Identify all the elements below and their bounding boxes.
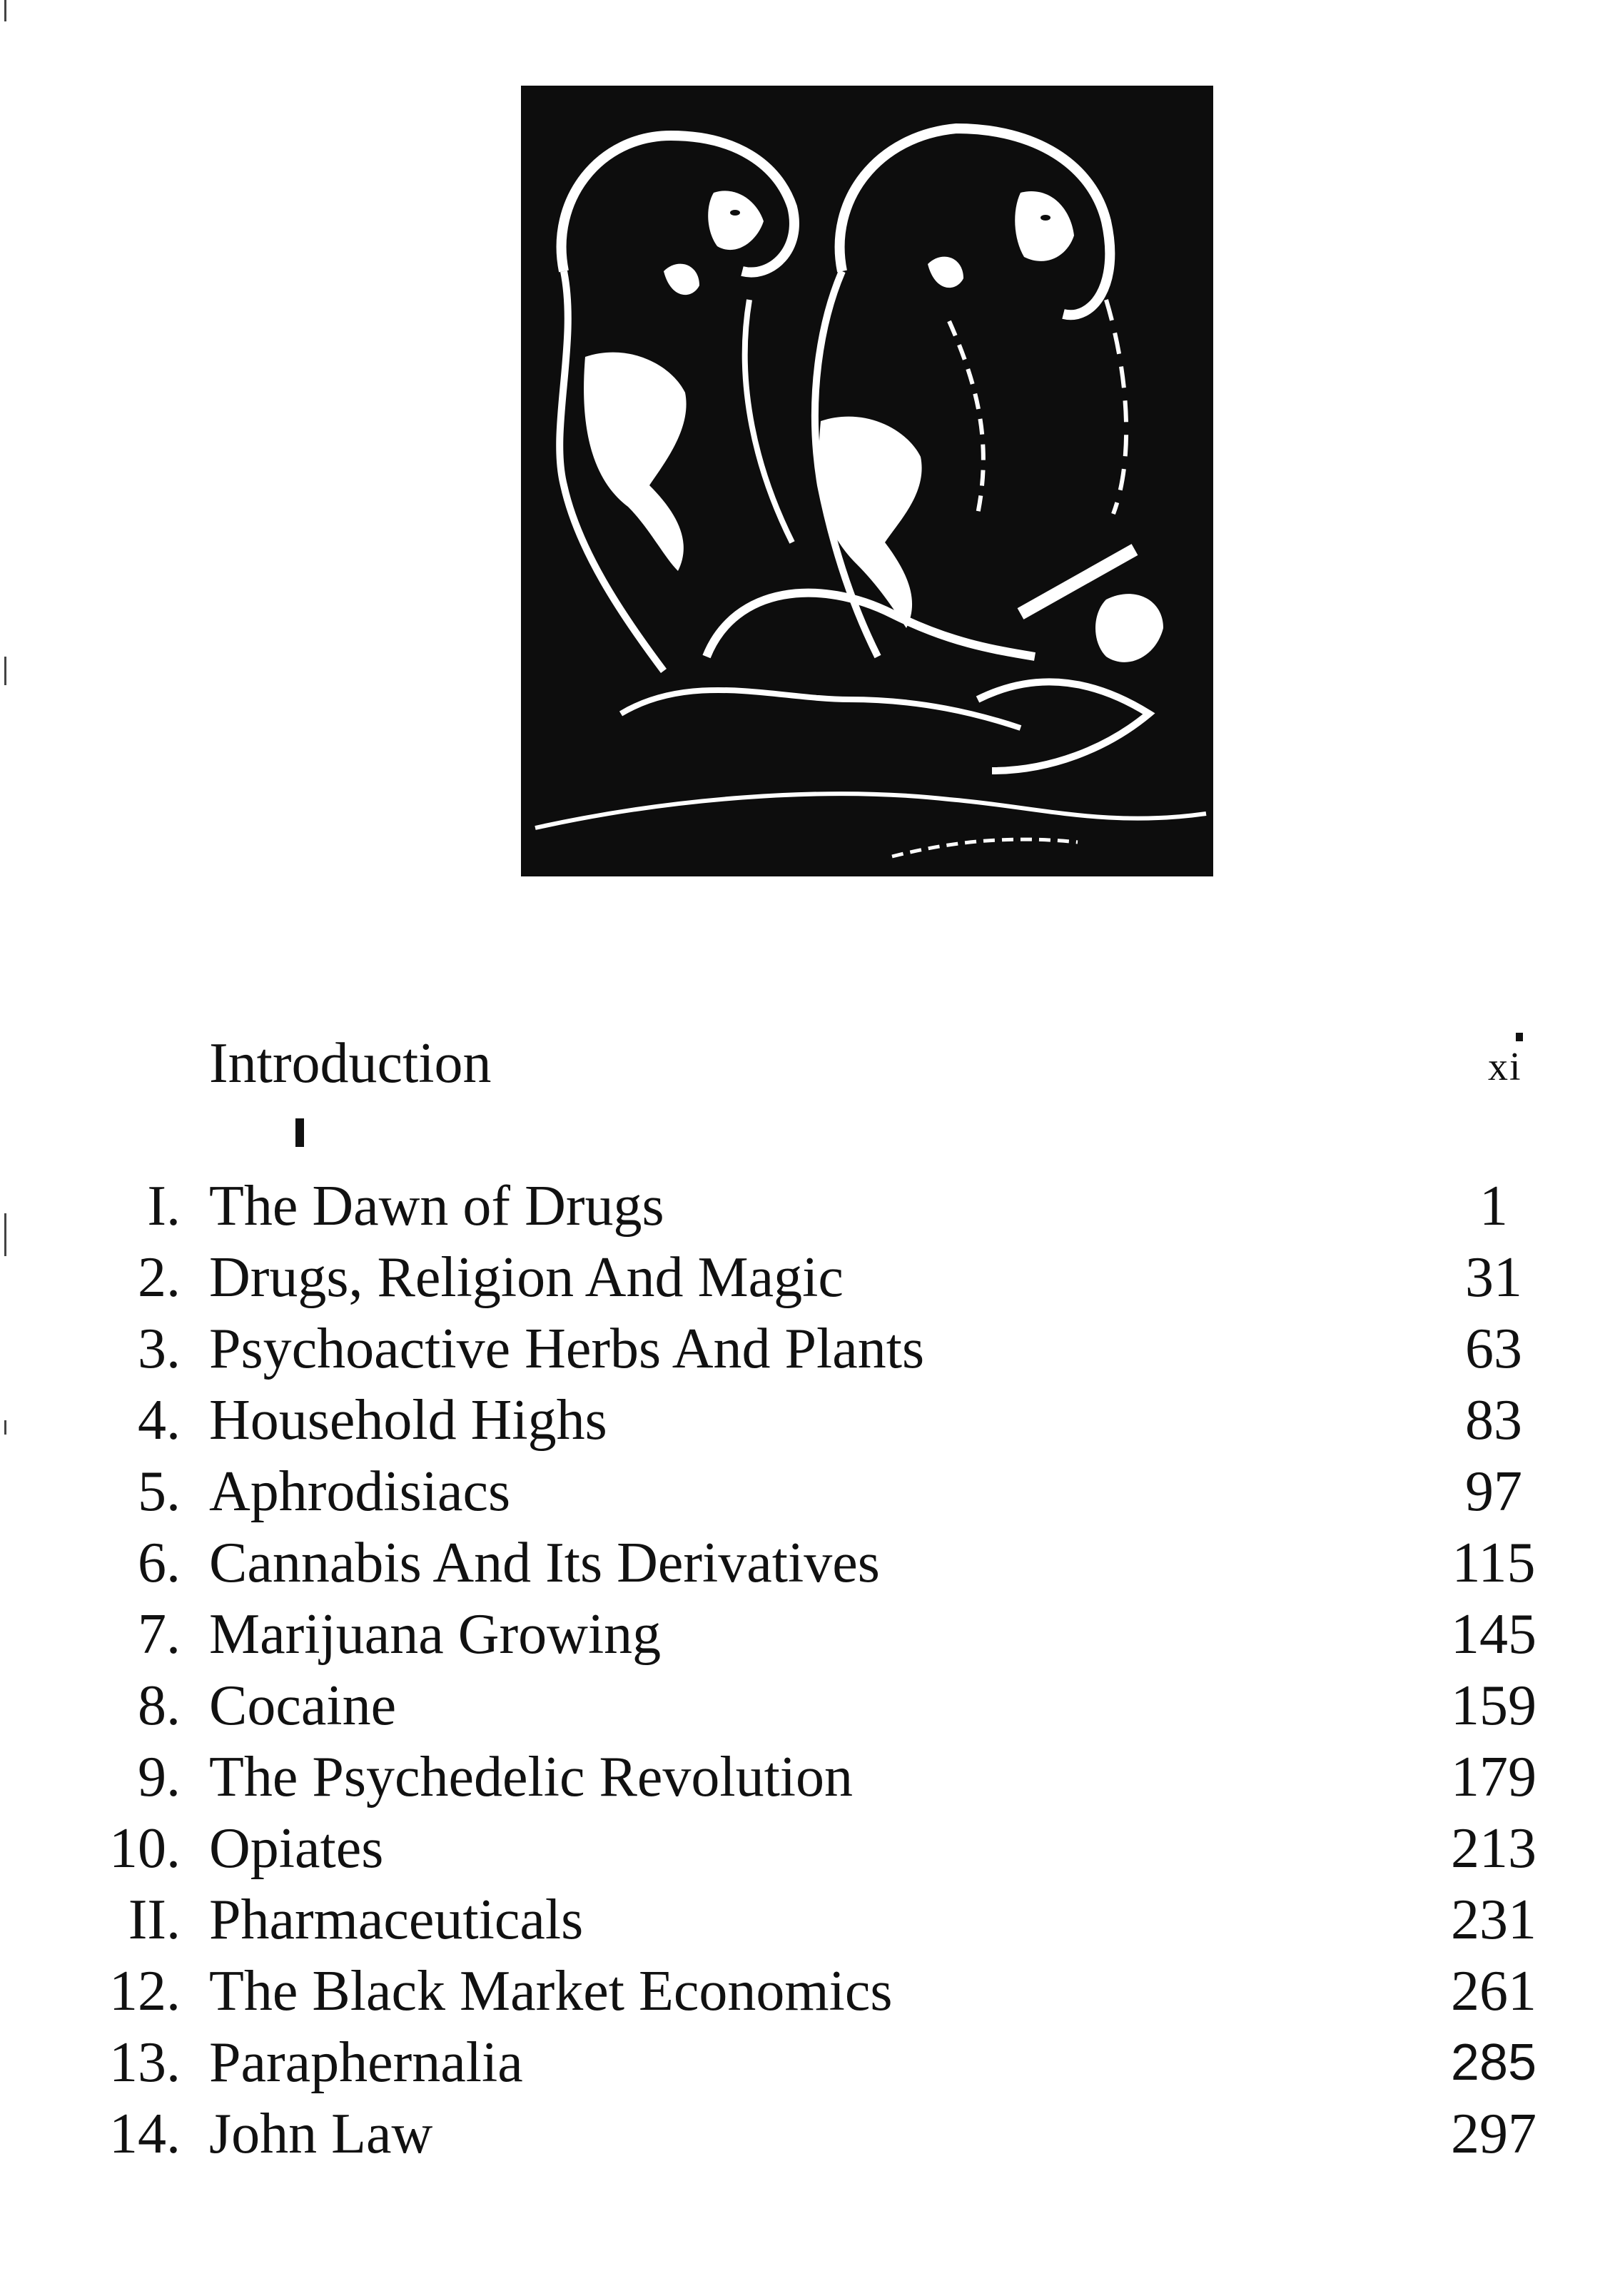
chapter-number: 2. — [138, 1246, 181, 1309]
chapter-title[interactable]: Drugs, Religion And Magic — [209, 1246, 844, 1309]
toc-entry[interactable] — [0, 1599, 1615, 1670]
toc-entry[interactable] — [0, 1313, 1615, 1385]
chapter-number: 7. — [138, 1603, 181, 1666]
chapter-page-number: 97 — [1465, 1460, 1522, 1523]
chapter-page-number: 297 — [1451, 2103, 1536, 2165]
chapter-title[interactable]: Household Highs — [209, 1389, 607, 1452]
chapter-page-number: 31 — [1465, 1246, 1522, 1309]
scan-speck — [4, 1213, 6, 1256]
introduction-page-number: xi — [1488, 1045, 1522, 1089]
chapter-number: I. — [147, 1175, 181, 1238]
toc-entry[interactable] — [0, 1813, 1615, 1884]
chapter-title[interactable]: The Psychedelic Revolution — [209, 1746, 854, 1809]
chapter-number: 13. — [109, 2031, 181, 2094]
chapter-title[interactable]: Opiates — [209, 1817, 384, 1880]
chapter-number: 3. — [138, 1318, 181, 1380]
chapter-number: 14. — [109, 2103, 181, 2165]
toc-entry[interactable] — [0, 1741, 1615, 1813]
chapter-number: 8. — [138, 1674, 181, 1737]
chapter-title[interactable]: Paraphernalia — [209, 2031, 523, 2094]
chapter-page-number: 63 — [1465, 1318, 1522, 1380]
chapter-number: 4. — [138, 1389, 181, 1452]
chapter-number: 9. — [138, 1746, 181, 1809]
chapter-page-number: 1 — [1479, 1175, 1508, 1238]
chapter-title[interactable]: Marijuana Growing — [209, 1603, 662, 1666]
toc-entry[interactable] — [0, 1527, 1615, 1599]
chapter-title[interactable]: Cocaine — [209, 1674, 397, 1737]
chapter-page-number: 261 — [1451, 1960, 1536, 2023]
toc-entry[interactable] — [0, 2027, 1615, 2098]
chapter-title[interactable]: Psychoactive Herbs And Plants — [209, 1318, 925, 1380]
chapter-page-number: 145 — [1451, 1603, 1536, 1666]
toc-entry[interactable] — [0, 1242, 1615, 1313]
chapter-number: 12. — [109, 1960, 181, 2023]
woodcut-figures-illustration — [521, 86, 1213, 876]
chapter-page-number: 213 — [1451, 1817, 1536, 1880]
chapter-number: II. — [128, 1888, 181, 1951]
chapter-page-number: 179 — [1451, 1746, 1536, 1809]
chapter-page-number: 83 — [1465, 1389, 1522, 1452]
scan-speck — [4, 0, 6, 21]
chapter-title[interactable]: Pharmaceuticals — [209, 1888, 584, 1951]
toc-entry[interactable] — [0, 1884, 1615, 1956]
toc-entry[interactable] — [0, 1385, 1615, 1456]
chapter-number: 10. — [109, 1817, 181, 1880]
chapter-title[interactable]: Cannabis And Its Derivatives — [209, 1532, 880, 1594]
stray-ink-mark — [295, 1118, 304, 1147]
chapter-page-number: 115 — [1452, 1532, 1536, 1594]
chapter-title[interactable]: The Dawn of Drugs — [209, 1175, 664, 1238]
chapter-page-number: 285 — [1450, 2034, 1537, 2091]
chapter-number: 6. — [138, 1532, 181, 1594]
chapter-title[interactable]: The Black Market Economics — [209, 1960, 893, 2023]
chapter-title[interactable]: John Law — [209, 2103, 433, 2165]
toc-entry[interactable] — [0, 2098, 1615, 2170]
toc-entry[interactable] — [0, 1456, 1615, 1527]
toc-entry[interactable] — [0, 1670, 1615, 1741]
chapter-page-number: 231 — [1451, 1888, 1536, 1951]
ink-dot-mark — [1516, 1033, 1523, 1041]
chapter-number: 5. — [138, 1460, 181, 1523]
chapter-page-number: 159 — [1451, 1674, 1536, 1737]
scan-speck — [4, 1420, 6, 1435]
introduction-title[interactable]: Introduction — [209, 1032, 492, 1095]
toc-entry[interactable] — [0, 1956, 1615, 2027]
toc-entry[interactable] — [0, 1170, 1615, 1242]
chapter-title[interactable]: Aphrodisiacs — [209, 1460, 511, 1523]
scan-speck — [4, 657, 6, 685]
